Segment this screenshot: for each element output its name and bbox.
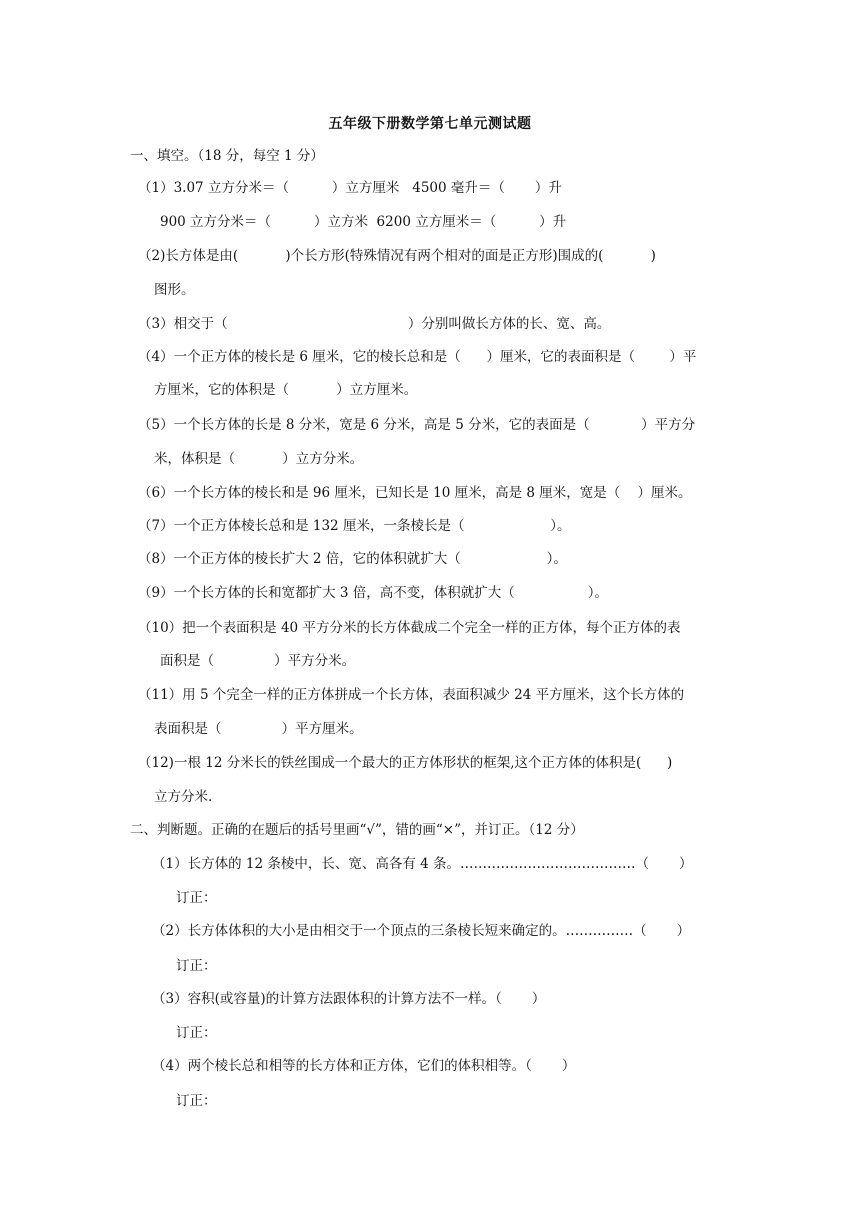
question-line: （6）一个长方体的棱长和是 96 厘米，已知长是 10 厘米，高是 8 厘米，宽是（ ）厘米。 xyxy=(138,485,692,501)
question-line: （3）相交于（ ）分别叫做长方体的长、宽、高。 xyxy=(138,316,611,332)
question-line-continued: 米，体积是（ ）立方分米。 xyxy=(154,451,364,467)
question-line-continued: 图形。 xyxy=(154,282,195,298)
judgment-question: （4）两个棱长总和相等的长方体和正方体，它们的体积相等。（ ） xyxy=(152,1058,576,1074)
correction-label: 订正： xyxy=(176,958,217,974)
question-line: 900 立方分米＝（ ）立方米 6200 立方厘米＝（ ）升 xyxy=(160,214,567,230)
correction-label: 订正： xyxy=(176,890,217,906)
page-title: 五年级下册数学第七单元测试题 xyxy=(328,116,532,132)
correction-label: 订正： xyxy=(176,1025,217,1041)
question-line-continued: 面积是（ ）平方分米。 xyxy=(160,653,356,669)
question-line: （4）一个正方体的棱长是 6 厘米，它的棱长总和是（ ）厘米，它的表面积是（ ）平 xyxy=(138,349,697,365)
question-line: （2)长方体是由( )个长方形(特殊情况有两个相对的面是正方形)围成的( ) xyxy=(138,248,656,264)
question-line: （10）把一个表面积是 40 平方分米的长方体截成二个完全一样的正方体，每个正方体的表 xyxy=(138,620,681,636)
section-heading-true-false: 二、判断题。正确的在题后的括号里画“√”，错的画“×”，并订正。（12 分） xyxy=(130,822,584,838)
question-line: （8）一个正方体的棱长扩大 2 倍，它的体积就扩大（ ）。 xyxy=(138,551,567,567)
correction-label: 订正： xyxy=(176,1093,217,1109)
question-line-continued: 立方分米. xyxy=(154,789,213,805)
question-line: （1）3.07 立方分米＝（ ）立方厘米 4500 毫升＝（ ）升 xyxy=(138,180,562,196)
question-line-continued: 方厘米，它的体积是（ ）立方厘米。 xyxy=(154,382,418,398)
question-line: （12)一根 12 分米长的铁丝围成一个最大的正方体形状的框架,这个正方体的体积是( ) xyxy=(138,755,673,771)
question-line: （9）一个长方体的长和宽都扩大 3 倍，高不变，体积就扩大（ ）。 xyxy=(138,585,608,601)
judgment-question: （3）容积(或容量)的计算方法跟体积的计算方法不一样。（ ） xyxy=(152,991,546,1007)
section-heading-fill-blank: 一、填空。（18 分，每空 1 分） xyxy=(130,148,324,164)
question-line: （11）用 5 个完全一样的正方体拼成一个长方体，表面积减少 24 平方厘米，这个长方体的 xyxy=(138,687,685,703)
question-line: （7）一个正方体棱长总和是 132 厘米，一条棱长是（ ）。 xyxy=(138,518,571,534)
judgment-question: （1）长方体的 12 条棱中，长、宽、高各有 4 条。…………………………………（ ） xyxy=(152,856,693,872)
judgment-question: （2）长方体体积的大小是由相交于一个顶点的三条棱长短来确定的。……………（ ） xyxy=(152,923,691,939)
question-line-continued: 表面积是（ ）平方厘米。 xyxy=(154,721,363,737)
question-line: （5）一个长方体的长是 8 分米，宽是 6 分米，高是 5 分米，它的表面是（ ）平方分 xyxy=(138,417,696,433)
